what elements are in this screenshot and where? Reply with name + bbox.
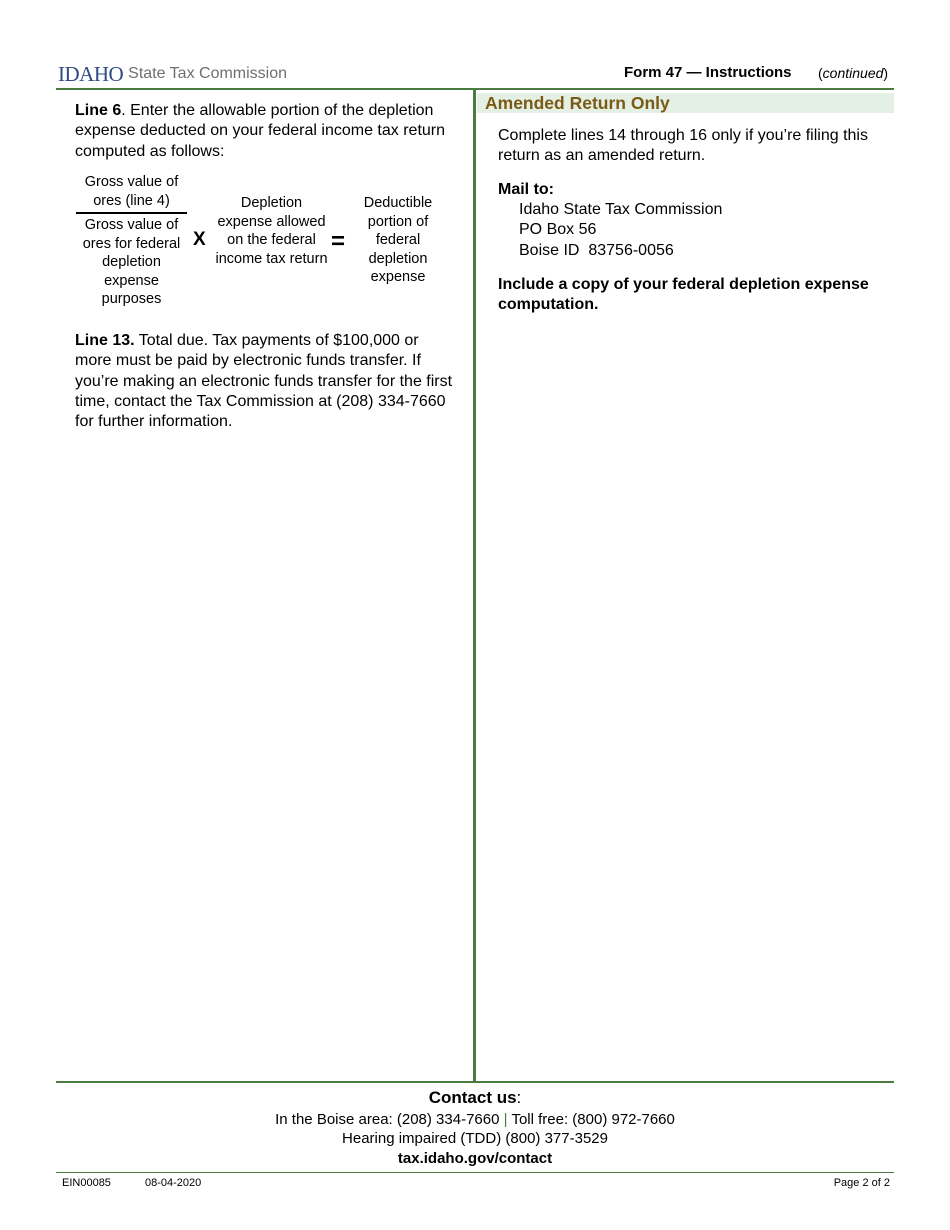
include-note: Include a copy of your federal depletion expense computation.	[498, 276, 869, 314]
logo-mark: IDAHO	[58, 61, 124, 86]
continued-note: (continued)	[818, 65, 889, 81]
formula-depletion-expense: Depletion expense allowed on the federal income tax return	[215, 195, 328, 267]
formula-denominator: Gross value of ores for federal depletion expense purposes	[82, 217, 181, 308]
mail-to-label: Mail to:	[498, 181, 554, 198]
contact-phones	[0, 1110, 950, 1129]
address-line: Idaho State Tax Commission	[519, 201, 723, 218]
formula-result: Deductible portion of federal depletion expense	[363, 195, 433, 286]
idaho-tax-logo	[58, 62, 287, 86]
contact-heading: Contact us:	[428, 1088, 522, 1107]
form-code: EIN00085	[62, 1177, 111, 1189]
line13-text: Total due. Tax payments of $100,000 or more must be paid by electronic funds transfer. If you’re making an electronic funds transfer for the first time, contact the Tax Commission at (208) 334-7660 for further information.	[75, 332, 453, 431]
logo-text: State Tax Commission	[128, 65, 288, 82]
line6-instructions	[75, 101, 455, 162]
form-title: Form 47 — Instructions	[624, 64, 792, 81]
fraction-bar	[76, 212, 187, 214]
amended-intro: Complete lines 14 through 16 only if you’re filing this return as an amended return.	[498, 127, 868, 165]
tdd-phone: Hearing impaired (TDD) (800) 377-3529	[342, 1130, 608, 1147]
address-line: PO Box 56	[519, 221, 597, 239]
toll-free-phone: Toll free: (800) 972-7660	[511, 1111, 675, 1128]
boise-phone: In the Boise area: (208) 334-7660	[275, 1111, 500, 1128]
equals-sign: =	[331, 228, 346, 255]
section-title: Amended Return Only	[485, 93, 670, 113]
line13-instructions	[75, 331, 455, 432]
column-divider	[473, 90, 476, 1083]
footer-rule-top	[56, 1081, 894, 1083]
separator: |	[503, 1111, 508, 1128]
revision-date: 08-04-2020	[145, 1177, 202, 1189]
contact-website: tax.idaho.gov/contact	[397, 1150, 553, 1167]
line6-label: Line 6	[75, 102, 122, 119]
page-number: Page 2 of 2	[833, 1177, 890, 1189]
mailing-address	[519, 200, 879, 261]
formula-numerator: Gross value of ores (line 4)	[84, 174, 179, 209]
footer-rule-bottom	[56, 1172, 894, 1173]
line13-label: Line 13.	[75, 332, 135, 349]
address-line: Boise ID 83756-0056	[519, 241, 674, 259]
multiply-sign: X	[193, 229, 206, 250]
line6-text: . Enter the allowable portion of the depletion expense deducted on your federal income tax return computed as follows:	[75, 102, 446, 160]
